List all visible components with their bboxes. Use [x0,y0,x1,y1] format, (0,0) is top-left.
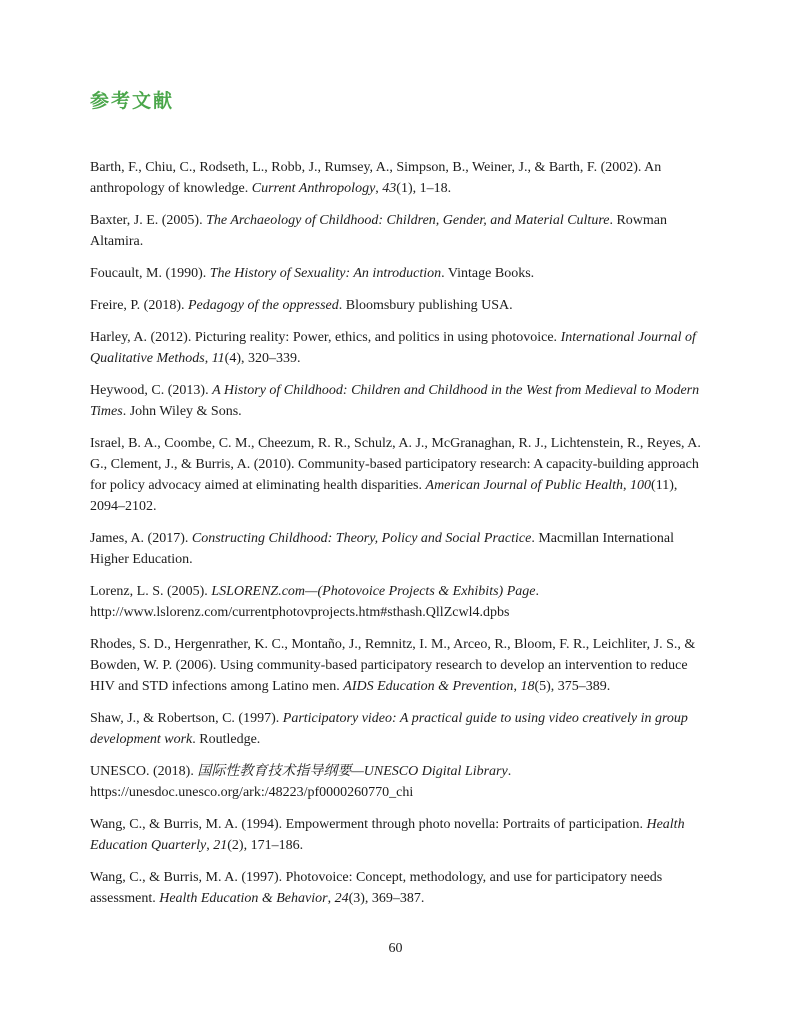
reference-entry [90,708,704,750]
reference-text-segment: Lorenz, L. S. (2005). [90,584,212,599]
reference-text-segment: Wang, C., & Burris, M. A. (1994). Empowerment through photo novella: Portraits of participation. [90,817,647,832]
reference-entry [90,867,704,909]
reference-text-segment: Rhodes, S. D., Hergenrather, K. C., Montaño, J., Remnitz, I. M., Arceo, R., Bloom, F. R., Leichliter, J. S., & Bowden, W. P. (2006). Using community-based participatory research to develop an intervention to reduce HIV and STD infections among Latino men. [90,637,696,694]
reference-entry [90,634,704,697]
reference-text-segment: (3), 369–387. [348,891,425,906]
reference-text-segment: Freire, P. (2018). [90,298,188,313]
reference-text-segment: , [375,181,383,196]
reference-entry [90,327,704,369]
reference-text-segment: . Vintage Books. [441,266,535,281]
reference-text-segment: Health Education Quarterly [90,817,685,853]
references-heading: 参考文献 [90,91,175,112]
reference-text-segment: Heywood, C. (2013). [90,383,213,398]
reference-text-segment: Constructing Childhood: Theory, Policy and Social Practice [191,531,532,546]
reference-text-segment: (1), 1–18. [396,181,452,196]
reference-entry [90,581,704,623]
reference-entry [90,761,704,803]
reference-text-segment: , [623,478,631,493]
page-content [90,86,704,920]
reference-text-segment: 24 [334,891,349,906]
reference-text-segment: A History of Childhood: Children and Childhood in the West from Medieval to Modern Times [90,383,700,419]
reference-entry [90,380,704,422]
reference-text-segment: Barth, F., Chiu, C., Rodseth, L., Robb, J., Rumsey, A., Simpson, B., Weiner, J., & Barth, F. (2002). An anthropology of knowledge. [90,160,662,196]
reference-text-segment: Participatory video: A practical guide to using video creatively in group development work [90,711,688,747]
reference-entry [90,210,704,252]
reference-text-segment: . http://www.lslorenz.com/currentphotovprojects.htm#sthash.QllZcwl4.dpbs [90,584,539,620]
reference-text-segment: (11), 2094–2102. [90,478,678,514]
reference-text-segment: (4), 320–339. [224,351,301,366]
reference-text-segment: 18 [520,679,535,694]
reference-text-segment: American Journal of Public Health [425,478,624,493]
reference-text-segment: The Archaeology of Childhood: Children, Gender, and Material Culture [206,213,610,228]
reference-text-segment: Shaw, J., & Robertson, C. (1997). [90,711,283,726]
reference-text-segment: (5), 375–389. [534,679,611,694]
reference-text-segment: UNESCO. (2018). [90,764,198,779]
reference-text-segment: . Bloomsbury publishing USA. [338,298,513,313]
reference-text-segment: Health Education & Behavior [159,891,328,906]
reference-text-segment: Baxter, J. E. (2005). [90,213,207,228]
reference-entry [90,528,704,570]
reference-text-segment: , [206,838,214,853]
reference-text-segment: . Rowman Altamira. [90,213,668,249]
reference-text-segment: (2), 171–186. [227,838,304,853]
reference-entry [90,814,704,856]
page-number: 60 [388,941,403,956]
reference-text-segment: , [204,351,212,366]
reference-text-segment: Israel, B. A., Coombe, C. M., Cheezum, R. R., Schulz, A. J., McGranaghan, R. J., Lichtenstein, R., Reyes, A. G., Clement, J., & Burris, A. (2010). Community-based participatory research: A capacity-building approach for policy advocacy aimed at eliminating health disparities. [90,436,701,493]
reference-text-segment: , [327,891,335,906]
reference-entry [90,157,704,199]
reference-entry [90,433,704,517]
reference-text-segment: 21 [213,838,228,853]
reference-text-segment: . https://unesdoc.unesco.org/ark:/48223/pf0000260770_chi [90,764,512,800]
reference-entry [90,295,704,316]
reference-text-segment: . Macmillan International Higher Education. [90,531,675,567]
reference-text-segment: International Journal of Qualitative Methods [90,330,696,366]
reference-text-segment: Foucault, M. (1990). [90,266,210,281]
reference-entry [90,263,704,284]
reference-text-segment: James, A. (2017). [90,531,192,546]
reference-text-segment: Wang, C., & Burris, M. A. (1997). Photovoice: Concept, methodology, and use for participatory needs assessment. [90,870,663,906]
reference-text-segment: The History of Sexuality: An introduction [209,266,442,281]
reference-text-segment: 11 [211,351,225,366]
reference-text-segment: 43 [382,181,397,196]
reference-text-segment: AIDS Education & Prevention [343,679,514,694]
reference-text-segment: . John Wiley & Sons. [122,404,242,419]
reference-text-segment: Current Anthropology [251,181,376,196]
reference-text-segment: LSLORENZ.com—(Photovoice Projects & Exhibits) Page [211,584,536,599]
references-list [90,157,704,909]
reference-text-segment: , [513,679,521,694]
reference-text-segment: Pedagogy of the oppressed [188,298,339,313]
reference-text-segment: 国际性教育技术指导纲要—UNESCO Digital Library [197,764,508,779]
reference-text-segment: Harley, A. (2012). Picturing reality: Power, ethics, and politics in using photovoice. [90,330,561,345]
reference-text-segment: . Routledge. [192,732,261,747]
reference-text-segment: 100 [630,478,652,493]
